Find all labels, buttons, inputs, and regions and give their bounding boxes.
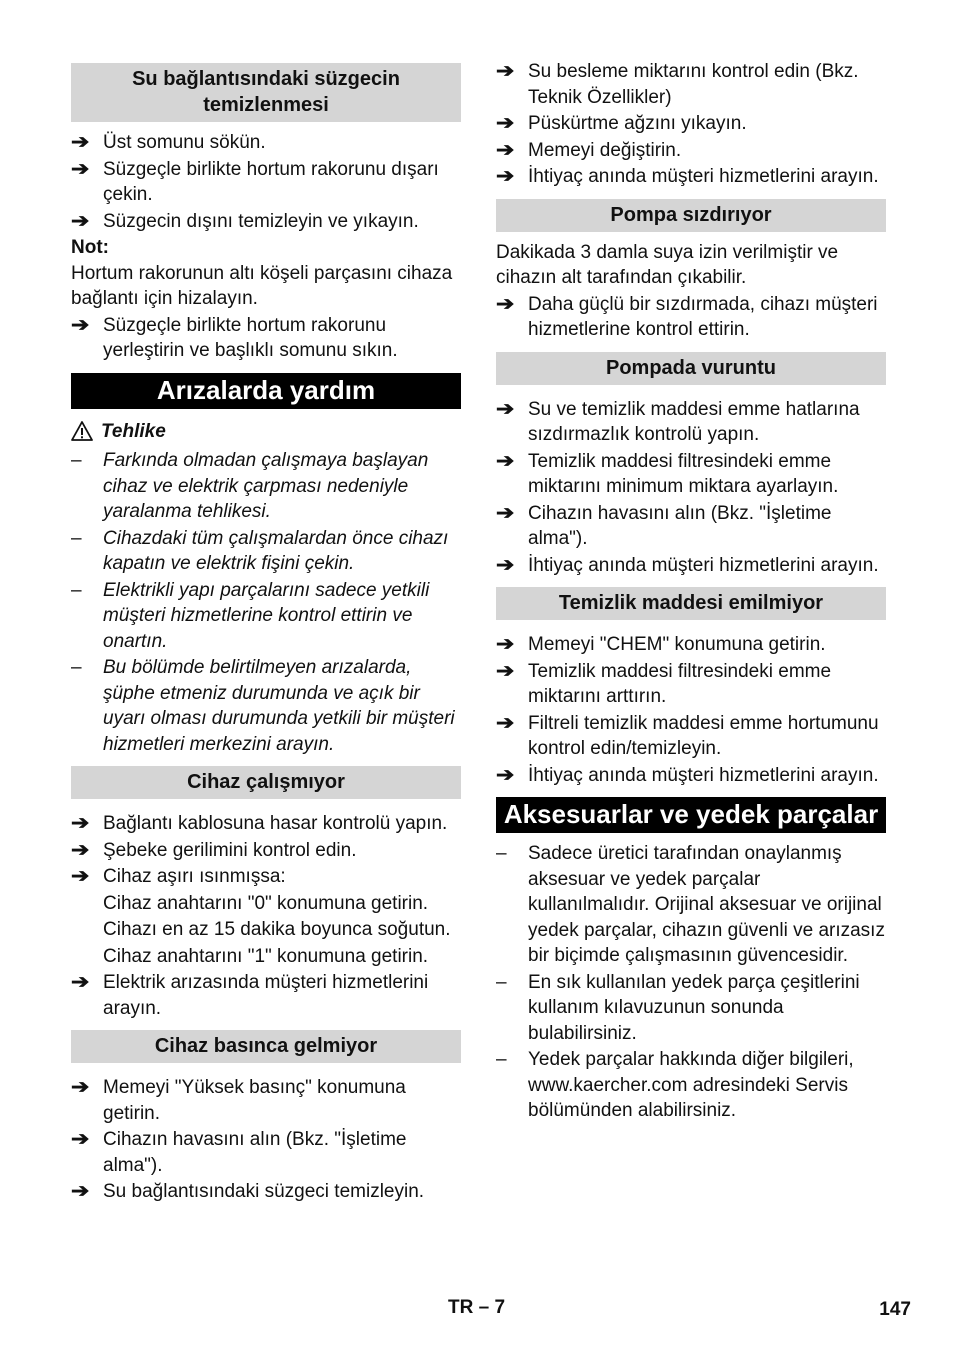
arrow-right-icon: ➔ [71,132,90,153]
dash-bullet: – [496,843,507,864]
overheat-line: Cihaz anahtarını "1" konumuna getirin. [103,945,429,967]
list-item-text: Sadece üretici tarafından onaylanmış aksesuar ve yedek parçalar kullanılmalıdır. Orijinal aksesuar ve orijinal yedek parçalar, cihazın güvenli ve arızasız bir biçimde çalışmasının güvencesidir. [528,843,885,966]
list-item [71,448,461,525]
footer-language: TR [448,1297,474,1318]
list-item-text: Yedek parçalar hakkında diğer bilgileri, www.kaercher.com adresindeki Servis bölümünden alabilirsiniz. [528,1049,854,1121]
list-item-text: Su besleme miktarını kontrol edin (Bkz. Teknik Özellikler) [528,61,859,108]
footer-local-page: 7 [494,1297,506,1318]
list-item [496,164,886,190]
list-item-text: Cihazdaki tüm çalışmalardan önce cihazı kapatın ve elektrik fişini çekin. [103,527,449,574]
list-item [496,1047,886,1124]
footer-section-label [448,1297,505,1319]
arrow-right-icon: ➔ [496,61,515,82]
list-item [71,1179,461,1205]
list-item-text: Temizlik maddesi filtresindeki emme miktarını minimum miktara ayarlayın. [528,450,839,497]
list-item [71,655,461,757]
list-item-text: Püskürtme ağzını yıkayın. [528,113,747,134]
list-item-text: Su ve temizlik maddesi emme hatlarına sızdırmazlık kontrolü yapın. [528,398,860,445]
list-item-text: Memeyi "CHEM" konumuna getirin. [528,634,826,655]
page-number: 147 [879,1299,911,1320]
list-item [71,157,461,208]
arrow-right-icon: ➔ [71,813,90,834]
list-item [496,397,886,448]
arrow-right-icon: ➔ [496,166,515,187]
list-item [71,838,461,864]
list-item-text: Bağlantı kablosuna hasar kontrolü yapın. [103,813,448,834]
arrow-right-icon: ➔ [496,712,515,734]
list-item [71,1075,461,1126]
list-item [496,553,886,579]
list-item [496,111,886,137]
list-item [496,138,886,164]
list-item-text: Temizlik maddesi filtresindeki emme miktarını arttırın. [528,660,832,707]
arrow-right-icon: ➔ [496,398,515,420]
list-item [71,313,461,364]
arrow-right-icon: ➔ [71,1129,90,1150]
dash-bullet: – [496,1049,507,1070]
note-text: Hortum rakorunun altı köşeli parçasını cihaza bağlantı için hizalayın. [71,262,453,309]
arrow-right-icon: ➔ [496,139,515,161]
section-heading-accessories: Aksesuarlar ve yedek parçalar [496,797,886,833]
arrow-right-icon: ➔ [71,839,90,861]
section-heading-not-working: Cihaz çalışmıyor [71,766,461,799]
list-item-text: En sık kullanılan yedek parça çeşitlerini kullanım kılavuzunun sonunda bulabilirsiniz. [528,971,860,1044]
list-item-text: Şebeke gerilimini kontrol edin. [103,839,357,861]
section-heading-detergent: Temizlik maddesi emilmiyor [496,587,886,620]
overheat-line: Cihaz anahtarını "0" konumuna getirin. [103,892,429,914]
section-heading-pump-leak: Pompa sızdırıyor [496,199,886,232]
list-item [71,130,461,156]
dash-bullet: – [71,450,82,471]
list-item-text: Elektrik arızasında müşteri hizmetlerini arayın. [103,972,429,1019]
arrow-right-icon: ➔ [496,764,515,786]
arrow-right-icon: ➔ [71,1181,90,1202]
note-label: Not: [71,237,109,258]
arrow-right-icon: ➔ [71,210,90,232]
list-item [71,864,461,890]
list-item-text: Elektrikli yapı parçalarını sadece yetkili müşteri hizmetlerine kontrol ettirin ve onartın. [103,579,430,652]
arrow-right-icon: ➔ [71,1077,90,1098]
dash-bullet: – [71,579,82,601]
list-item [496,632,886,658]
list-item [496,659,886,710]
list-item-text: İhtiyaç anında müşteri hizmetlerini arayın. [528,764,879,786]
footer-separator: – [478,1297,490,1318]
left-column [71,63,461,1206]
dash-bullet: – [496,971,507,993]
arrow-right-icon: ➔ [71,158,90,180]
arrow-right-icon: ➔ [496,450,515,472]
arrow-right-icon: ➔ [496,554,515,576]
danger-warning [71,419,461,445]
list-item [496,970,886,1047]
list-item-text: Cihazın havasını alın (Bkz. "İşletime alma"). [528,502,832,549]
list-item [71,526,461,577]
arrow-right-icon: ➔ [496,113,515,134]
list-item-text: Memeyi "Yüksek basınç" konumuna getirin. [103,1077,406,1124]
list-item [496,59,886,110]
section-heading-filter: Su bağlantısındaki süzgecin temizlenmesi [71,63,461,122]
arrow-right-icon: ➔ [496,660,515,682]
arrow-right-icon: ➔ [71,314,90,336]
list-item-text: Süzgeçle birlikte hortum rakorunu dışarı çekin. [103,158,439,205]
list-item-text: Üst somunu sökün. [103,132,266,153]
list-item-text: Daha güçlü bir sızdırmada, cihazı müşteri hizmetlerine kontrol ettirin. [528,293,878,340]
list-item-text: Bu bölümde belirtilmeyen arızalarda, şüphe etmeniz durumunda ve açık bir uyarı olması durumunda yetkili bir müşteri hizmetleri merkezini arayın. [103,657,455,755]
section-heading-troubleshooting: Arızalarda yardım [71,373,461,409]
list-item-text: Süzgecin dışını temizleyin ve yıkayın. [103,210,419,232]
arrow-right-icon: ➔ [496,634,515,655]
dash-bullet: – [71,527,82,549]
list-item-text: Su bağlantısındaki süzgeci temizleyin. [103,1181,425,1202]
arrow-right-icon: ➔ [71,866,90,887]
list-item-text: Süzgeçle birlikte hortum rakorunu yerleştirin ve başlıklı somunu sıkın. [103,314,398,361]
arrow-right-icon: ➔ [496,293,515,315]
pump-leak-text: Dakikada 3 damla suya izin verilmiştir ve cihazın alt tarafından çıkabilir. [496,241,839,288]
list-item-text: Cihazın havasını alın (Bkz. "İşletime alma"). [103,1129,407,1176]
list-item-text: Cihaz aşırı ısınmışsa: [103,866,286,887]
list-item [71,811,461,837]
overheat-line: Cihazı en az 15 dakika boyunca soğutun. [103,919,451,940]
right-column [496,59,886,1125]
list-item-text: İhtiyaç anında müşteri hizmetlerini arayın. [528,166,879,187]
arrow-right-icon: ➔ [71,972,90,993]
list-item [71,578,461,655]
section-heading-pump-knock: Pompada vuruntu [496,352,886,385]
dash-bullet: – [71,657,82,678]
list-item [496,711,886,762]
list-item [71,970,461,1021]
danger-label: Tehlike [101,420,166,442]
list-item-text: Memeyi değiştirin. [528,139,682,161]
warning-triangle-icon [71,421,93,441]
list-item [496,449,886,500]
arrow-right-icon: ➔ [496,502,515,524]
list-item [496,292,886,343]
list-item [71,1127,461,1178]
list-item [496,763,886,789]
list-item-text: Farkında olmadan çalışmaya başlayan cihaz ve elektrik çarpması nedeniyle yaralanma tehlikesi. [103,450,429,522]
section-heading-no-pressure: Cihaz basınca gelmiyor [71,1030,461,1063]
list-item-text: İhtiyaç anında müşteri hizmetlerini arayın. [528,554,879,576]
list-item [496,501,886,552]
list-item [71,209,461,235]
list-item-text: Filtreli temizlik maddesi emme hortumunu kontrol edin/temizleyin. [528,712,879,759]
list-item [496,841,886,969]
